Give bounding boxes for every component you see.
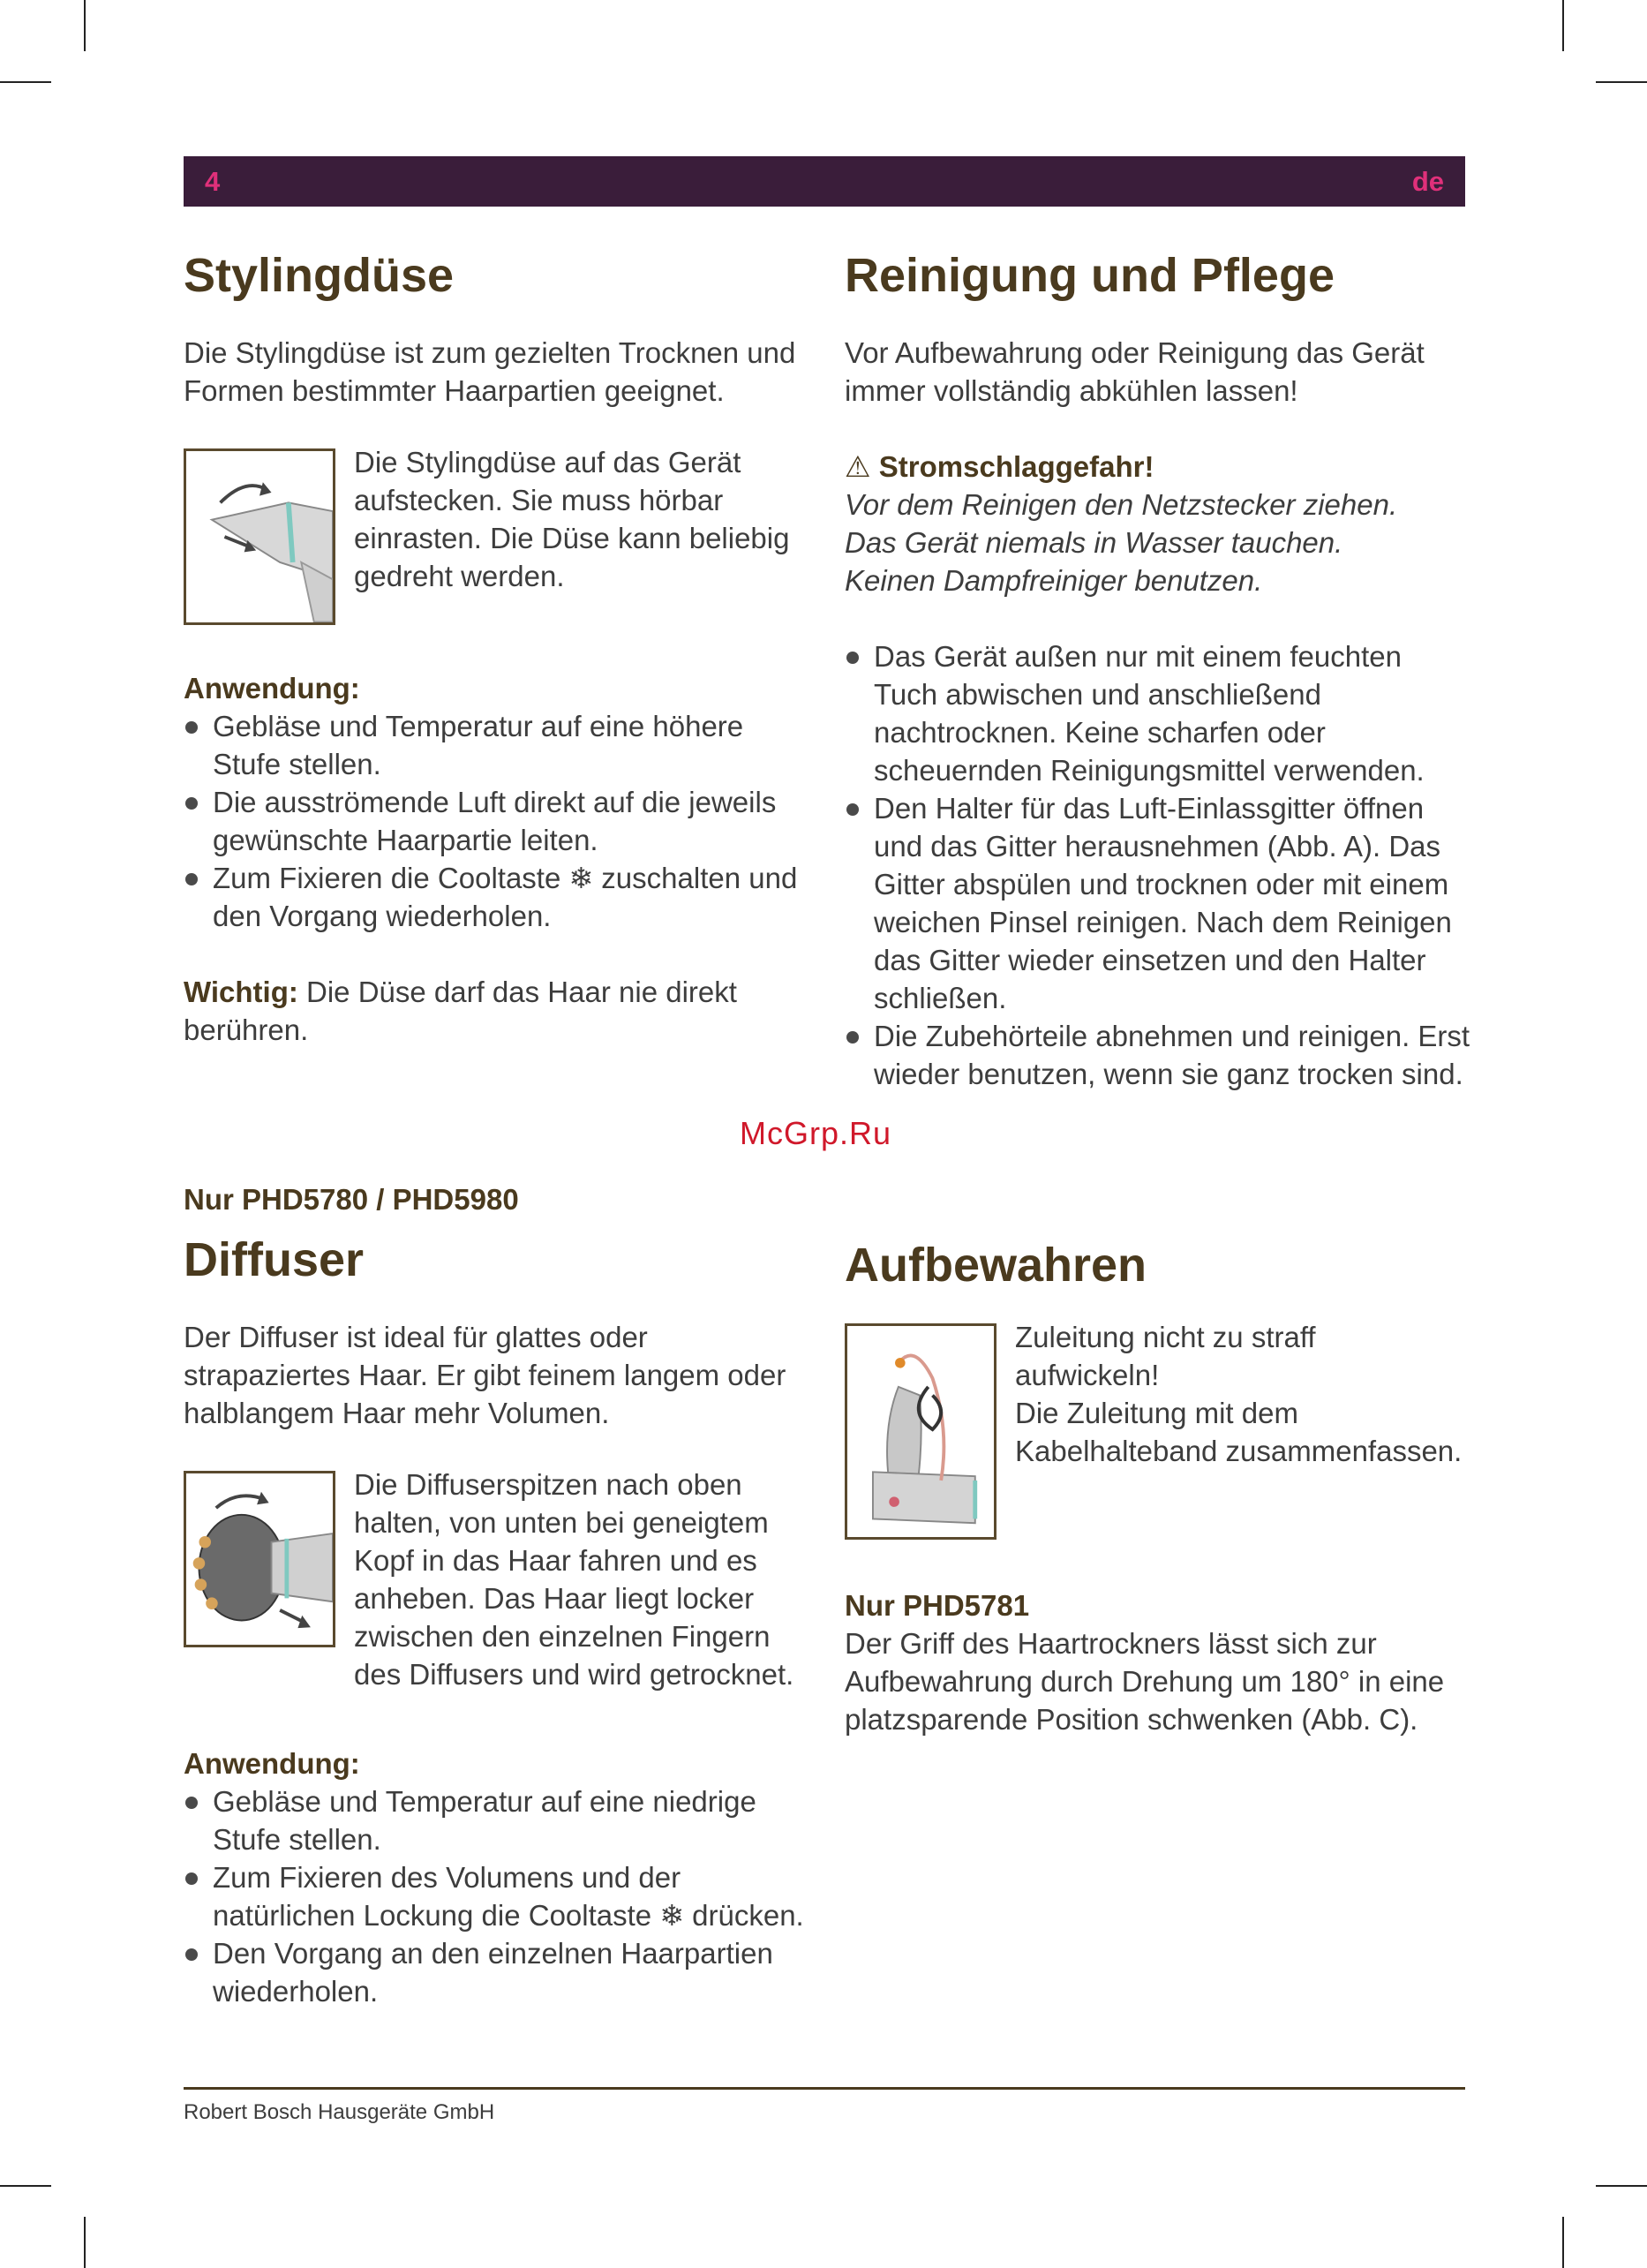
list-item: Gebläse und Temperatur auf eine höhere Stufe stellen. [184,707,810,783]
watermark: McGrp.Ru [740,1115,892,1151]
footer-divider [184,2087,1465,2090]
section-title: Diffuser [184,1233,365,1286]
footer-company: Robert Bosch Hausgeräte GmbH [184,2100,495,2124]
model-label: Nur PHD5781 [845,1589,1030,1623]
list-item: Gebläse und Temperatur auf eine niedrige Stufe stellen. [184,1782,810,1858]
usage-list [184,1782,810,2010]
figure-caption [1015,1323,1465,1470]
page-header [184,156,1465,207]
figure-block [184,1471,810,1700]
section-title: Reinigung und Pflege [845,249,1335,302]
warning-heading [845,448,1471,486]
important-text: Die Düse darf das Haar nie direkt berühren. [184,976,737,1047]
hairdryer-cable-icon [847,1326,994,1537]
section-styling [184,250,810,1049]
section-title: Aufbewahren [845,1239,1147,1292]
figure-line: Die Zuleitung mit dem Kabelhalteband zusammenfassen. [1015,1397,1463,1468]
crop-mark [1596,81,1647,83]
page-number: 4 [205,166,221,197]
usage-label: Anwendung: [184,1747,360,1781]
crop-mark [1562,2217,1564,2268]
model-text: Der Griff des Haartrockners lässt sich zur Aufbewahrung durch Drehung um 180° in eine platzsparende Position schwenken (Abb. C). [845,1627,1445,1737]
important-note [184,973,810,1049]
list-item: Die ausströmende Luft direkt auf die jeweils gewünschte Haarpartie leiten. [184,783,810,859]
hairdryer-nozzle-icon [186,451,333,622]
cleaning-list [845,637,1471,1093]
usage-list [184,707,810,935]
warning-line: Das Gerät niemals in Wasser tauchen. [845,526,1343,560]
diffuser-figure [184,1471,335,1647]
section-intro: Vor Aufbewahrung oder Reinigung das Gerät immer vollständig abkühlen lassen! [845,336,1425,408]
warning-icon: ⚠ [845,450,871,484]
storage-figure [845,1323,996,1540]
styling-nozzle-figure [184,448,335,625]
section-cleaning [845,250,1471,1093]
list-item: Zum Fixieren die Cooltaste ❄ zuschalten und den Vorgang wiederholen. [184,859,810,935]
crop-mark [84,0,86,51]
diffuser-icon [186,1473,333,1645]
figure-block [184,448,810,625]
warning-label: Stromschlaggefahr! [878,450,1154,484]
usage-label: Anwendung: [184,672,360,705]
list-item: Zum Fixieren des Volumens und der natürlichen Lockung die Cooltaste ❄ drücken. [184,1858,810,1934]
list-item: Die Zubehörteile abnehmen und reinigen. Erst wieder benutzen, wenn sie ganz trocken sind. [845,1017,1471,1093]
section-storage [845,1239,1471,1738]
section-title: Stylingdüse [184,249,455,302]
figure-caption: Die Stylingdüse auf das Gerät aufstecken. Sie muss hörbar einrasten. Die Düse kann beliebig gedreht werden. [354,448,790,593]
figure-block [845,1323,1471,1540]
warning-line: Vor dem Reinigen den Netzstecker ziehen. [845,488,1398,522]
list-item: Das Gerät außen nur mit einem feuchten Tuch abwischen und anschließend nachtrocknen. Keine scharfen oder scheuernden Reinigungsmittel verwenden. [845,637,1471,789]
figure-line: Zuleitung nicht zu straff aufwickeln! [1015,1323,1316,1392]
figure-caption: Die Diffuserspitzen nach oben halten, von unten bei geneigtem Kopf in das Haar fahren und es anheben. Das Haar liegt locker zwischen den einzelnen Fingern des Diffusers und wird getrocknet. [354,1471,794,1692]
crop-mark [1562,0,1564,51]
language-code: de [1411,166,1444,197]
warning-line: Keinen Dampfreiniger benutzen. [845,564,1263,598]
crop-mark [0,2185,51,2187]
list-item: Den Vorgang an den einzelnen Haarpartien wiederholen. [184,1934,810,2010]
section-intro: Die Stylingdüse ist zum gezielten Trocknen und Formen bestimmter Haarpartien geeignet. [184,336,796,408]
crop-mark [84,2217,86,2268]
list-item: Den Halter für das Luft-Einlassgitter öffnen und das Gitter herausnehmen (Abb. A). Das Gitter abspülen und trocknen oder mit einem weichen Pinsel reinigen. Nach dem Reinigen das Gitter wieder einsetzen und den Halter schließen. [845,789,1471,1017]
section-intro: Der Diffuser ist ideal für glattes oder strapaziertes Haar. Er gibt feinem langem oder halblangem Haar mehr Volumen. [184,1321,786,1430]
models-label: Nur PHD5780 / PHD5980 [184,1183,519,1216]
crop-mark [1596,2185,1647,2187]
crop-mark [0,81,51,83]
important-label: Wichtig: [184,976,298,1009]
section-diffuser [184,1180,810,2010]
